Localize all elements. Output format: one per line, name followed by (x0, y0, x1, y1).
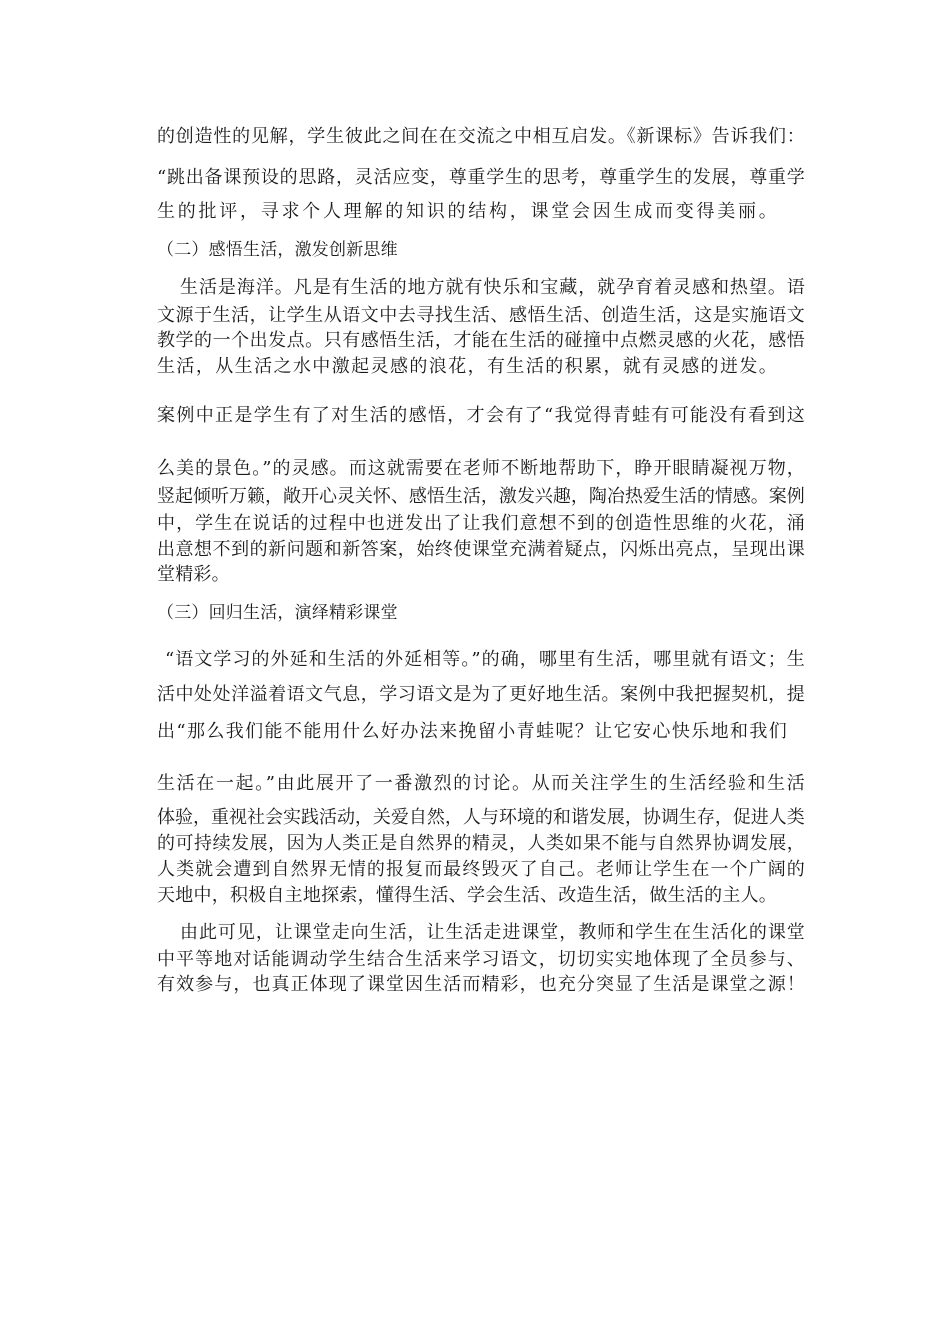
text-line: 么美的景色。”的灵感。而这就需要在老师不断地帮助下，睁开眼睛凝视万物， (157, 458, 806, 479)
text-line: “语文学习的外延和生活的外延相等。”的确，哪里有生活，哪里就有语文；生 (165, 649, 806, 670)
text-line: 体验，重视社会实践活动，关爱自然，人与环境的和谐发展，协调生存，促进人类 (157, 807, 805, 828)
text-line: “跳出备课预设的思路，灵活应变，尊重学生的思考，尊重学生的发展，尊重学 (157, 167, 806, 188)
text-line: 出“那么我们能不能用什么好办法来挽留小青蛙呢？让它安心快乐地和我们 (157, 721, 789, 742)
text-line: 由此可见，让课堂走向生活，让生活走进课堂，教师和学生在生活化的课堂 (180, 922, 806, 943)
text-line: 堂精彩。 (157, 564, 230, 585)
text-line: 教学的一个出发点。只有感悟生活，才能在生活的碰撞中点燃灵感的火花，感悟 (157, 330, 806, 351)
text-line: 活中处处洋溢着语文气息，学习语文是为了更好地生活。案例中我把握契机，提 (157, 684, 806, 705)
text-line: 文源于生活，让学生从语文中去寻找生活、感悟生活、创造生活，这是实施语文 (157, 305, 806, 326)
text-line: 出意想不到的新问题和新答案，始终使课堂充满着疑点，闪烁出亮点，呈现出课 (157, 539, 806, 560)
section-heading: （二）感悟生活，激发创新思维 (157, 240, 398, 260)
text-line: 有效参与，也真正体现了课堂因生活而精彩，也充分突显了生活是课堂之源！ (157, 974, 806, 995)
text-line: 天地中，积极自主地探索，懂得生活、学会生活、改造生活，做生活的主人。 (157, 885, 778, 906)
text-line: 人类就会遭到自然界无情的报复而最终毁灭了自己。老师让学生在一个广阔的 (157, 859, 806, 880)
text-line: 的可持续发展，因为人类正是自然界的精灵，人类如果不能与自然界协调发展， (157, 833, 806, 854)
section-heading: （三）回归生活，演绎精彩课堂 (157, 603, 398, 623)
text-line: 生活，从生活之水中激起灵感的浪花，有生活的积累，就有灵感的迸发。 (157, 356, 779, 377)
text-line: 的创造性的见解，学生彼此之间在在交流之中相互启发。《新课标》告诉我们： (157, 126, 806, 147)
text-line: 生的批评，寻求个人理解的知识的结构，课堂会因生成而变得美丽。 (157, 201, 780, 222)
text-line: 案例中正是学生有了对生活的感悟，才会有了“我觉得青蛙有可能没有看到这 (157, 405, 807, 426)
text-line: 中平等地对话能调动学生结合生活来学习语文，切切实实地体现了全员参与、 (157, 949, 806, 970)
text-line: 竖起倾听万籁，敞开心灵关怀、感悟生活，激发兴趣，陶冶热爱生活的情感。案例 (157, 486, 805, 507)
text-line: 生活在一起。”由此展开了一番激烈的讨论。从而关注学生的生活经验和生活 (157, 773, 807, 794)
text-line: 生活是海洋。凡是有生活的地方就有快乐和宝藏，就孕育着灵感和热望。语 (180, 277, 806, 298)
text-line: 中，学生在说话的过程中也迸发出了让我们意想不到的创造性思维的火花，涌 (157, 513, 806, 534)
